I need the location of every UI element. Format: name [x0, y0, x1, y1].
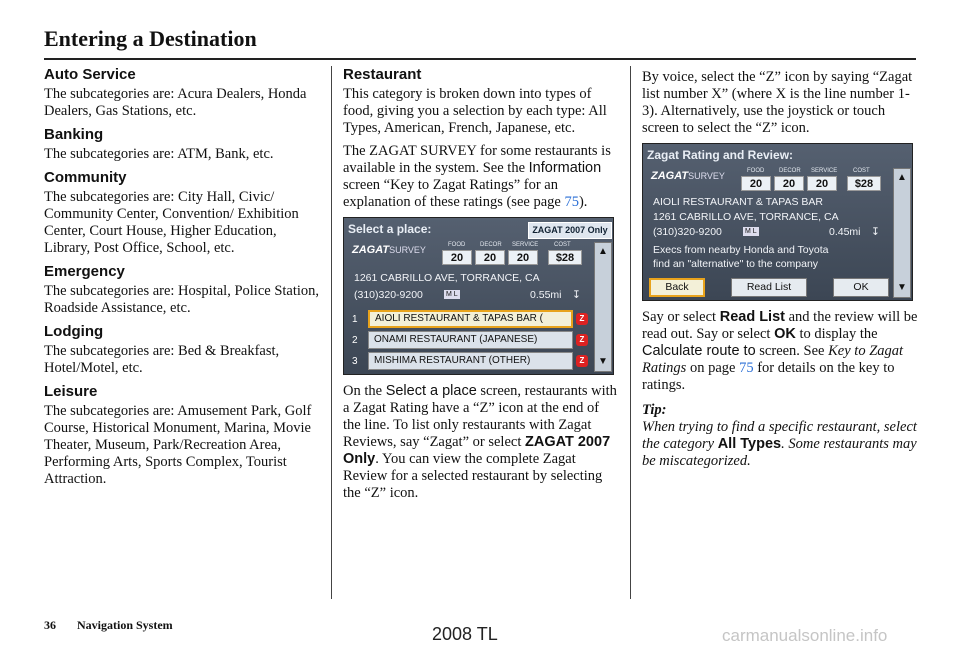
section-restaurant-title: Restaurant [343, 66, 422, 83]
read-list-label: Read List [719, 309, 785, 325]
scroll-down-icon[interactable]: ▼ [897, 282, 907, 293]
direction-arrow-icon: ↧ [572, 289, 581, 301]
rating-cost: $28 [548, 250, 582, 265]
zagat-z-icon[interactable]: Z [576, 334, 588, 346]
rating-label-service: SERVICE [512, 242, 539, 248]
scroll-down-icon[interactable]: ▼ [598, 356, 608, 367]
page-title: Entering a Destination [44, 26, 257, 51]
rating-food: 20 [442, 250, 472, 265]
column-divider [630, 66, 631, 599]
all-types-label: All Types [717, 436, 782, 452]
ok-label: OK [774, 326, 796, 342]
restaurant-address: 1261 CABRILLO AVE, TORRANCE, CA [653, 211, 839, 223]
review-line-1: Execs from nearby Honda and Toyota [653, 244, 829, 256]
watermark: carmanualsonline.info [722, 626, 888, 645]
row-number: 1 [352, 314, 358, 325]
section-lodging-title: Lodging [44, 323, 104, 340]
rating-label-cost: COST [853, 168, 870, 174]
restaurant-address: 1261 CABRILLO AVE, TORRANCE, CA [354, 272, 540, 284]
direction-arrow-icon: ↧ [871, 226, 880, 238]
read-list-paragraph: Say or select Read List and the review will be read out. Say or select OK to display the Calculate route to screen. See Key to Zagat Ratings on page 75 for details on the key to ratings. [642, 309, 918, 393]
page-link[interactable]: 75 [739, 360, 754, 376]
review-line-2: find an "alternative" to the company [653, 258, 819, 270]
rating-decor: 20 [774, 176, 804, 191]
scrollbar[interactable] [893, 168, 911, 298]
row-number: 2 [352, 335, 358, 346]
rating-label-cost: COST [554, 242, 571, 248]
screen-header: Zagat Rating and Review: [647, 148, 794, 162]
section-restaurant-text: This category is broken down into types of food, giving you a selection by each type: All Types, American, French, Japanese, etc. [343, 86, 607, 136]
rating-service: 20 [508, 250, 538, 265]
rating-label-decor: DECOR [480, 242, 502, 248]
place-row-2[interactable]: ONAMI RESTAURANT (JAPANESE) [368, 331, 573, 349]
section-community-title: Community [44, 169, 127, 186]
select-place-screenshot [343, 217, 614, 375]
section-emergency-title: Emergency [44, 263, 125, 280]
select-place-screen-name: Select a place [385, 383, 477, 399]
restaurant-name: AIOLI RESTAURANT & TAPAS BAR [653, 196, 823, 208]
key-to-zagat-reference: Key to Zagat Ratings [642, 343, 904, 376]
back-button[interactable]: Back [649, 278, 705, 297]
tip-label: Tip: [642, 402, 667, 418]
scroll-up-icon[interactable]: ▲ [897, 172, 907, 183]
zagat-z-icon[interactable]: Z [576, 313, 588, 325]
column-left [44, 66, 320, 494]
voice-paragraph: By voice, select the “Z” icon by saying “Zagat list number X” (where X is the line number 1-3). Alternatively, use the joystick or touch screen to select the “Z” icon. [642, 69, 913, 136]
ok-button[interactable]: OK [833, 278, 889, 297]
section-community-text: The subcategories are: City Hall, Civic/ Community Center, Convention/ Exhibition Center, Court House, Higher Education, Library, Post Office, School, etc. [44, 189, 299, 256]
column-divider [331, 66, 332, 599]
restaurant-distance: 0.55mi [530, 289, 562, 301]
model-label: 2008 TL [432, 624, 498, 644]
page-link[interactable]: 75 [564, 194, 579, 210]
place-row-1[interactable]: AIOLI RESTAURANT & TAPAS BAR ( [368, 310, 573, 328]
zagat-paragraph: The ZAGAT SURVEY for some restaurants is available in the system. See the Information screen “Key to Zagat Ratings” for an explanation of these ratings (see page 75). [343, 143, 611, 210]
section-lodging-text: The subcategories are: Bed & Breakfast, Hotel/Motel, etc. [44, 343, 280, 376]
map-list-icon: M L [745, 228, 757, 235]
restaurant-phone: (310)320-9200 [354, 289, 423, 301]
select-place-paragraph: On the Select a place screen, restaurants with a Zagat Rating have a “Z” icon at the end of the line. To list only restaurants with Zagat Reviews, say “Zagat” or select ZAGAT 2007 Only. You can view the complete Zagat Review for a selected restaurant by selecting the “Z” icon. [343, 383, 617, 501]
zagat-logo: ZAGATSURVEY [651, 170, 725, 182]
column-middle [343, 66, 619, 508]
footer-label: Navigation System [77, 618, 173, 632]
section-emergency-text: The subcategories are: Hospital, Police Station, Roadside Assistance, etc. [44, 283, 320, 316]
rating-decor: 20 [475, 250, 505, 265]
zagat-2007-only-button[interactable]: ZAGAT 2007 Only [528, 222, 612, 239]
rating-label-decor: DECOR [779, 168, 801, 174]
section-banking-text: The subcategories are: ATM, Bank, etc. [44, 146, 274, 162]
section-banking-title: Banking [44, 126, 104, 143]
title-rule [44, 58, 916, 60]
column-right [642, 66, 918, 476]
rating-label-food: FOOD [448, 242, 466, 248]
row-number: 3 [352, 356, 358, 367]
section-leisure-title: Leisure [44, 383, 98, 400]
scroll-up-icon[interactable]: ▲ [598, 246, 608, 257]
zagat-review-screenshot [642, 143, 913, 301]
section-auto-service-title: Auto Service [44, 66, 136, 83]
zagat-2007-only-label: ZAGAT 2007 Only [343, 434, 611, 467]
rating-cost: $28 [847, 176, 881, 191]
read-list-button[interactable]: Read List [731, 278, 807, 297]
rating-label-service: SERVICE [811, 168, 838, 174]
section-leisure-text: The subcategories are: Amusement Park, Golf Course, Historical Monument, Marina, Movie Theater, Museum, Park/Recreation Area, Performing Arts, Sports Complex, Tourist Attraction. [44, 403, 312, 487]
map-list-icon: M L [446, 291, 458, 298]
calculate-route-screen-name: Calculate route to [642, 343, 756, 359]
rating-food: 20 [741, 176, 771, 191]
rating-service: 20 [807, 176, 837, 191]
restaurant-distance: 0.45mi [829, 226, 861, 238]
scrollbar[interactable] [594, 242, 612, 372]
zagat-logo: ZAGATSURVEY [352, 244, 426, 256]
restaurant-phone: (310)320-9200 [653, 226, 722, 238]
screen-header: Select a place: [348, 222, 432, 236]
rating-label-food: FOOD [747, 168, 765, 174]
place-row-3[interactable]: MISHIMA RESTAURANT (OTHER) [368, 352, 573, 370]
tip-text: When trying to find a specific restaurant, select the category All Types. Some restaurants may be miscategorized. [642, 419, 917, 469]
page-number: 36 [44, 618, 56, 632]
information-screen-name: Information [528, 160, 602, 176]
zagat-z-icon[interactable]: Z [576, 355, 588, 367]
section-auto-service-text: The subcategories are: Acura Dealers, Honda Dealers, Gas Stations, etc. [44, 86, 307, 119]
